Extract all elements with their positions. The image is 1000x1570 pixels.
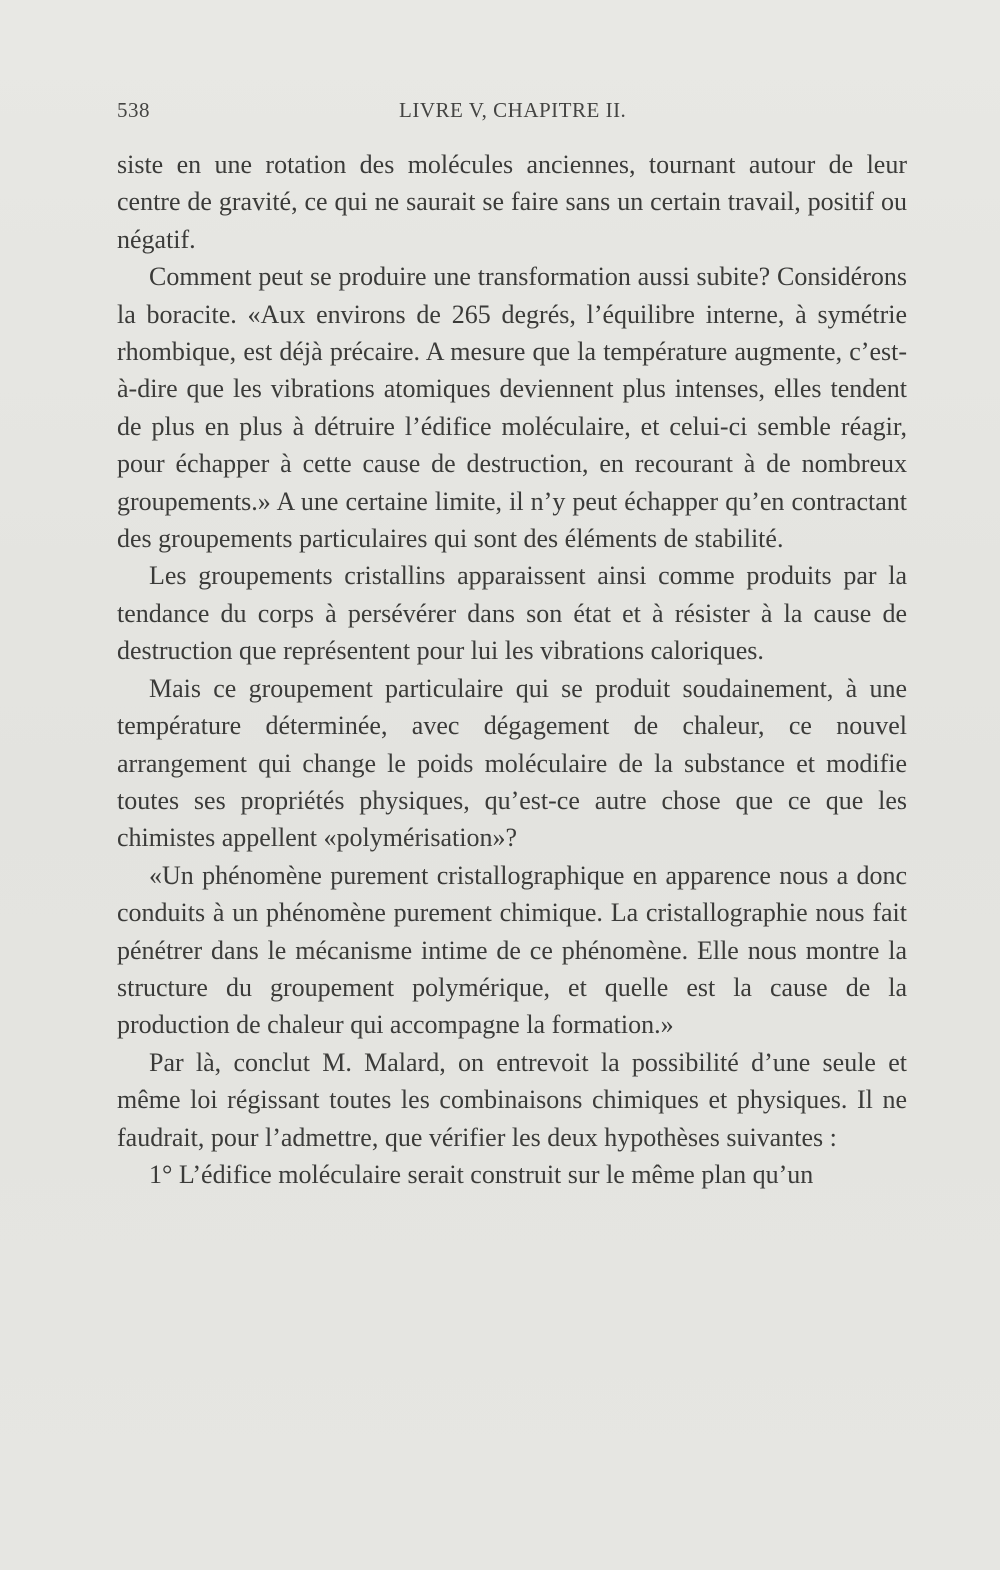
- list-item-hypothesis-1: 1° L’édifice moléculaire serait construit sur le même plan qu’un: [149, 1159, 814, 1189]
- paragraph-continued: siste en une rotation des molécules anciennes, tournant autour de leur centre de gravité, ce qui ne saurait se faire sans un certain travail, positif ou négatif.: [117, 150, 907, 254]
- paragraph: Mais ce groupement particulaire qui se produit soudainement, à une température déterminée, avec dégagement de chaleur, ce nouvel arrangement qui change le poids moléculaire de la substance et modifie toutes ses propriétés physiques, qu’est-ce autre chose que ce que les chimistes appellent «polymérisation»?: [117, 673, 907, 853]
- page-number: 538: [117, 98, 150, 122]
- paragraph: Par là, conclut M. Malard, on entrevoit la possibilité d’une seule et même loi régissant toutes les combinaisons chimiques et physiques. Il ne faudrait, pour l’admettre, que vérifier les deux hypothèses suivantes :: [117, 1047, 907, 1152]
- paragraph: Les groupements cristallins apparaissent ainsi comme produits par la tendance du corps à persévérer dans son état et à résister à la cause de destruction que représentent pour lui les vibrations caloriques.: [117, 561, 907, 666]
- paragraph-quotation: «Un phénomène purement cristallographique en apparence nous a donc conduits à un phénomène purement chimique. La cristallographie nous fait pénétrer dans le mécanisme intime de ce phénomène. Elle nous montre la structure du groupement polymérique, et quelle est la cause de la production de chaleur qui accompagne la formation.»: [117, 860, 907, 1040]
- running-header: [117, 98, 907, 128]
- running-title: LIVRE V, CHAPITRE II.: [399, 98, 627, 122]
- body-text: [117, 146, 907, 1193]
- paragraph: Comment peut se produire une transformation aussi subite? Considérons la boracite. «Aux environs de 265 degrés, l’équilibre interne, à symétrie rhombique, est déjà précaire. A mesure que la température augmente, c’est-à-dire que les vibrations atomiques deviennent plus intenses, elles tendent de plus en plus à détruire l’édifice moléculaire, et celui-ci semble réagir, pour échapper à cette cause de destruction, en recourant à de nombreux groupements.» A une certaine limite, il n’y peut échapper qu’en contractant des groupements particulaires qui sont des éléments de stabilité.: [117, 262, 907, 554]
